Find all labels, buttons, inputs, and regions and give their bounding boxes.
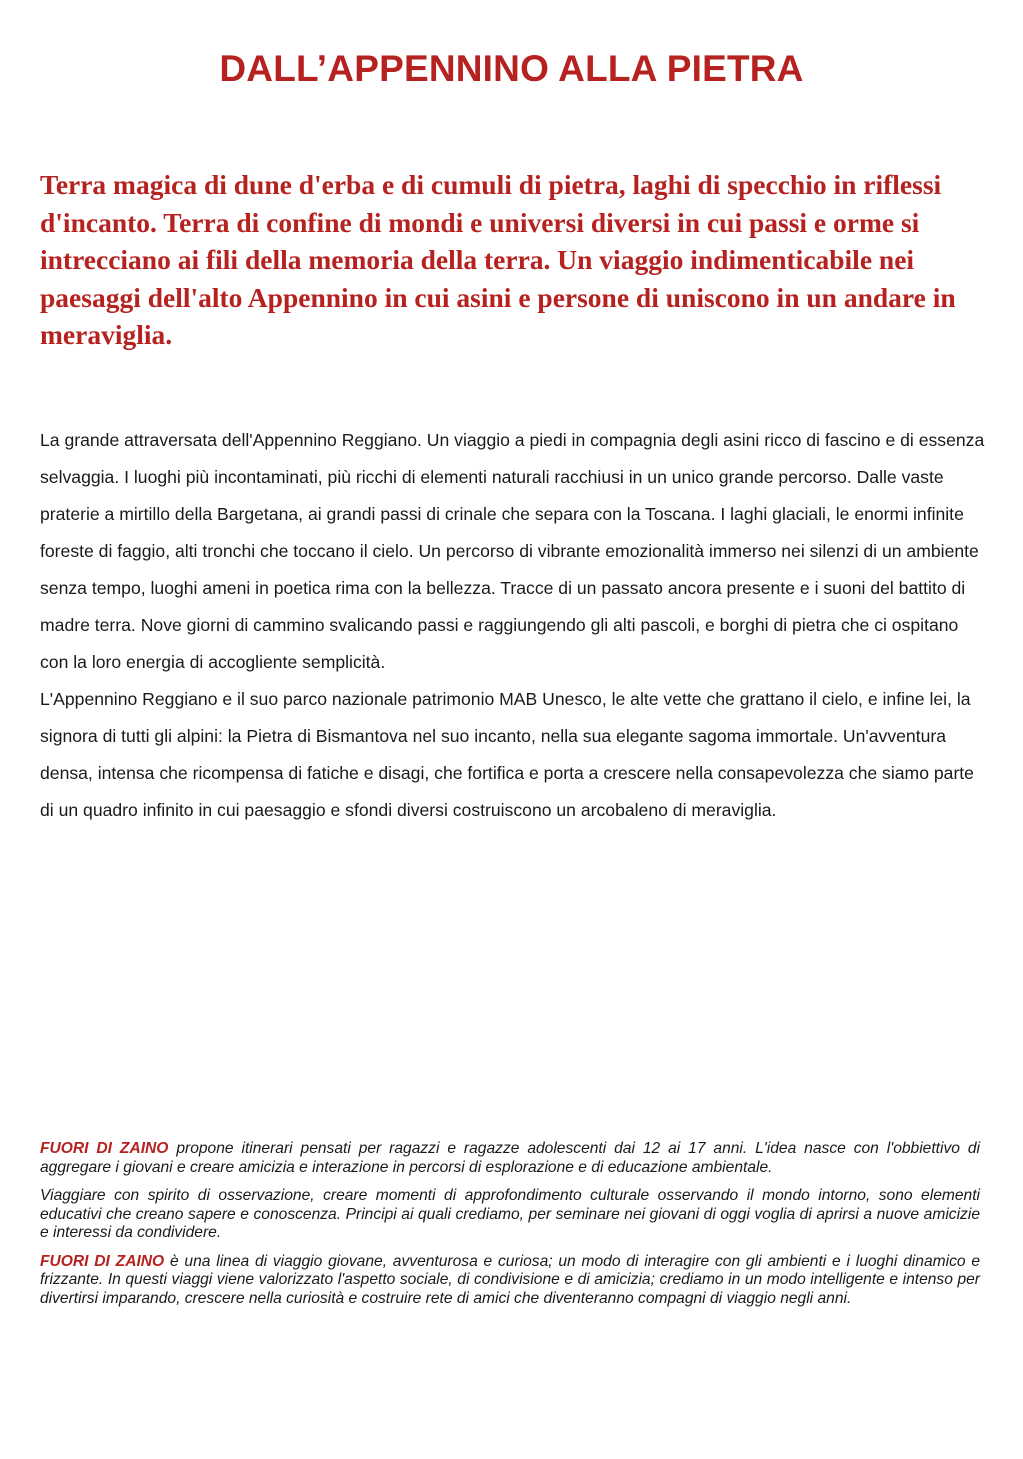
brand-name-2: FUORI DI ZAINO xyxy=(40,1252,165,1270)
footer-paragraph-3 xyxy=(40,1253,980,1309)
body-paragraph-1: La grande attraversata dell'Appennino Reggiano. Un viaggio a piedi in compagnia degli asini ricco di fascino e di essenza selvaggia. I luoghi più incontaminati, più ricchi di elementi naturali racchiusi in un unico grande percorso. Dalle vaste praterie a mirtillo della Bargetana, ai grandi passi di crinale che separa con la Toscana. I laghi glaciali, le enormi infinite foreste di faggio, alti tronchi che toccano il cielo. Un percorso di vibrante emozionalità immerso nei silenzi di un ambiente senza tempo, luoghi ameni in poetica rima con la bellezza. Tracce di un passato ancora presente e i suoni del battito di madre terra. Nove giorni di cammino svalicando passi e raggiungendo gli alti pascoli, e borghi di pietra che ci ospitano con la loro energia di accogliente semplicità. xyxy=(40,430,985,672)
document-title: DALL’APPENNINO ALLA PIETRA xyxy=(219,48,804,89)
footer-section xyxy=(40,1140,980,1318)
body-paragraph-2: L'Appennino Reggiano e il suo parco nazionale patrimonio MAB Unesco, le alte vette che grattano il cielo, e infine lei, la signora di tutti gli alpini: la Pietra di Bismantova nel suo incanto, nella sua elegante sagoma immortale. Un'avventura densa, intensa che ricompensa di fatiche e disagi, che fortifica e porta a crescere nella consapevolezza che siamo parte di un quadro infinito in cui paesaggio e sfondi diversi costruiscono un arcobaleno di meraviglia. xyxy=(40,689,974,820)
footer-paragraph-1 xyxy=(40,1140,980,1177)
brand-name: FUORI DI ZAINO xyxy=(40,1140,169,1157)
body-text xyxy=(40,422,985,829)
intro-paragraph: Terra magica di dune d'erba e di cumuli di pietra, laghi di specchio in riflessi d'incanto. Terra di confine di mondi e universi diversi in cui passi e orme si intrecciano ai fili della memoria della terra. Un viaggio indimenticabile nei paesaggi dell'alto Appennino in cui asini e persone di uniscono in un andare in meraviglia. xyxy=(40,169,956,350)
footer-paragraph-3-text: è una linea di viaggio giovane, avventurosa e curiosa; un modo di interagire con gli ambienti e i luoghi dinamico e frizzante. In questi viaggi viene valorizzato l'aspetto sociale, di condivisione e di amicizia; crediamo in un modo intelligente e intenso per divertirsi imparando, crescere nella curiosità e costruire rete di amici che diventeranno compagni di viaggio negli anni. xyxy=(40,1252,980,1307)
footer-paragraph-2: Viaggiare con spirito di osservazione, creare momenti di approfondimento culturale osservando il mondo intorno, sono elementi educativi che creano sapere e conoscenza. Principi ai quali crediamo, per seminare nei giovani di oggi voglia di aprirsi a nuove amicizie e interessi da condividere. xyxy=(40,1187,980,1241)
footer-paragraph-1-text: propone itinerari pensati per ragazzi e ragazze adolescenti dai 12 ai 17 anni. L'idea nasce con l'obbiettivo di aggregare i giovani e creare amicizia e interazione in percorsi di esplorazione e di educazione ambientale. xyxy=(40,1140,980,1176)
